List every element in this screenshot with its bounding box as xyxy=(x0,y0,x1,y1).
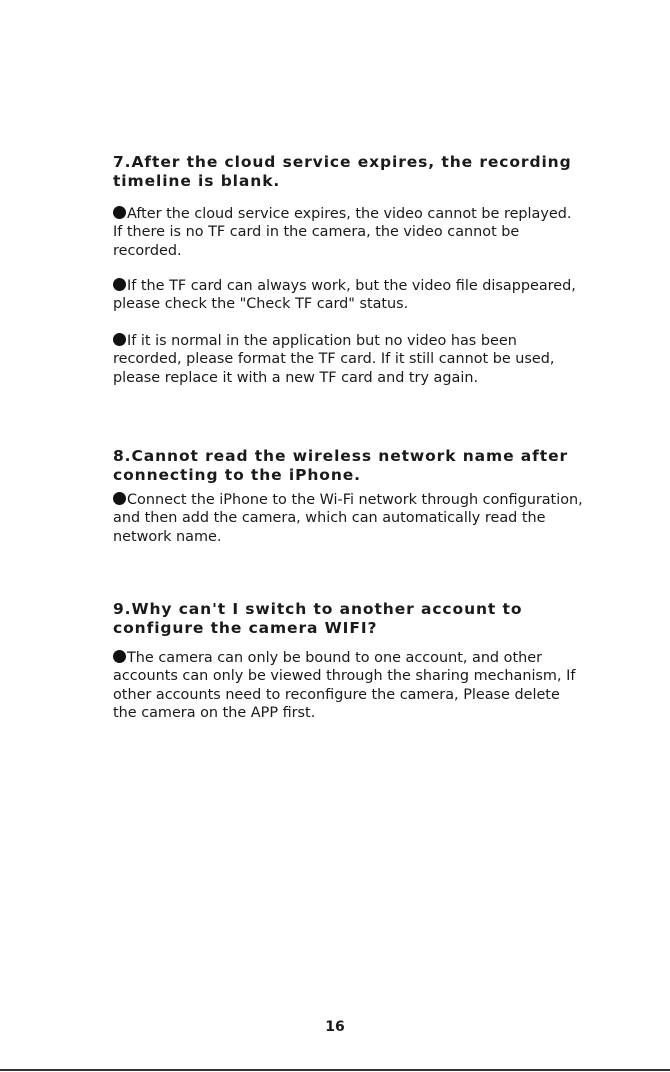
section-7-heading: 7.After the cloud service expires, the recording timeline is blank. xyxy=(113,153,572,190)
page-number: 16 xyxy=(325,1019,345,1035)
bullet-icon xyxy=(113,492,126,505)
section-7-paragraph-3: If it is normal in the application but no video has been recorded, please format the TF card. If it still cannot be used, please replace it with a new TF card and try again. xyxy=(113,333,555,386)
section-7-paragraph-1: After the cloud service expires, the video cannot be replayed. If there is no TF card in the camera, the video cannot be recorded. xyxy=(113,206,572,259)
bottom-divider xyxy=(0,1069,670,1071)
section-7-paragraph-2: If the TF card can always work, but the video file disappeared, please check the "Check TF card" status. xyxy=(113,278,576,313)
section-9-heading: 9.Why can't I switch to another account to configure the camera WIFI? xyxy=(113,600,523,637)
bullet-icon xyxy=(113,206,126,219)
section-9-paragraph-1: The camera can only be bound to one account, and other accounts can only be viewed through the sharing mechanism, If other accounts need to reconfigure the camera, Please delete the camera on the APP first. xyxy=(113,650,576,721)
bullet-icon xyxy=(113,650,126,663)
bullet-icon xyxy=(113,333,126,346)
section-8-paragraph-1: Connect the iPhone to the Wi-Fi network through configuration, and then add the camera, which can automatically read the network name. xyxy=(113,492,583,545)
bullet-icon xyxy=(113,278,126,291)
section-8-heading: 8.Cannot read the wireless network name after connecting to the iPhone. xyxy=(113,447,569,484)
